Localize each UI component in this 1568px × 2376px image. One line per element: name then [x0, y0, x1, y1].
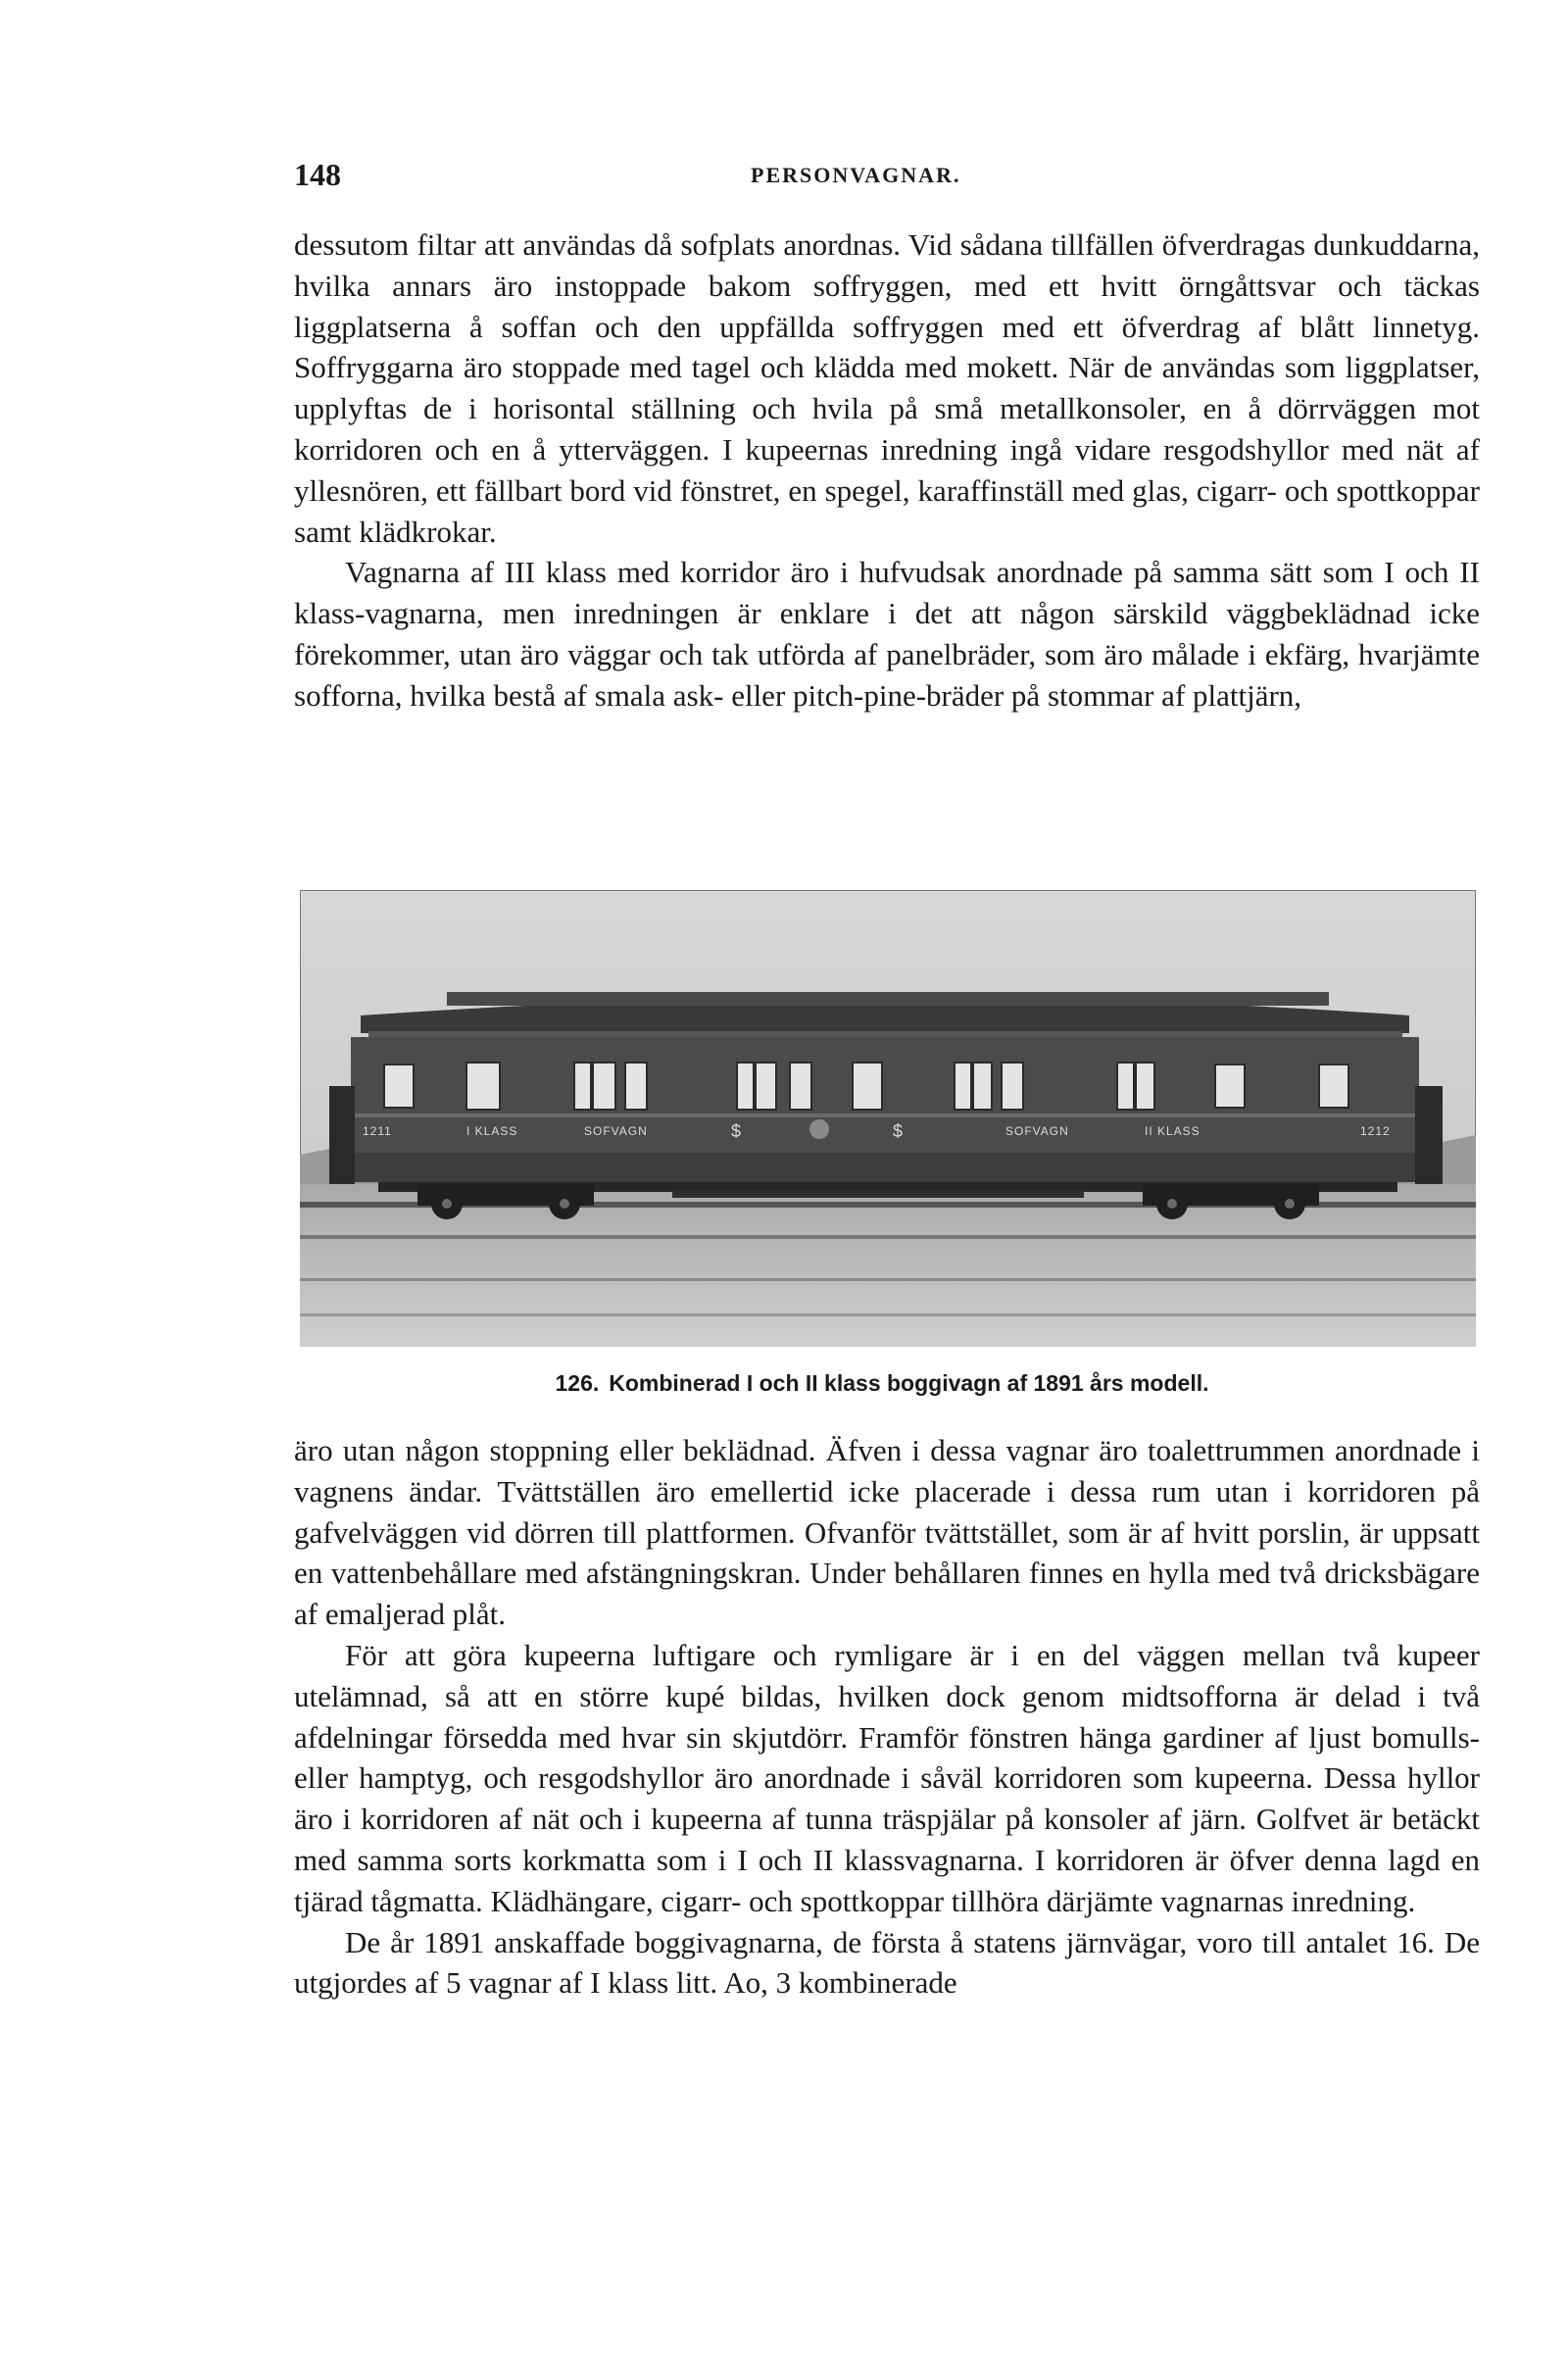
car-lettering: I KLASS — [466, 1124, 518, 1138]
paragraph: Vagnarna af III klass med korridor äro i hufvudsak anordnade på samma sätt som I och II klass-vagnarna, men inredningen är enklare i det att någon särskild väggbeklädnad icke förekommer, utan äro väggar och tak utförda af panelbräder, som äro målade i ekfärg, hvarjämte sofforna, hvilka bestå af smala ask- eller pitch-pine-bräder på stommar af plattjärn, — [294, 555, 1480, 713]
car-lettering: II KLASS — [1145, 1124, 1200, 1138]
body-text-bottom — [294, 1430, 1480, 2004]
running-head: PERSONVAGNAR. — [751, 163, 961, 187]
page-number: 148 — [294, 157, 341, 192]
paragraph: För att göra kupeerna luftigare och rymligare är i en del väggen mellan två kupeer utelämnad, så att en större kupé bildas, hvilken dock genom midtsofforna är delad i två afdelningar försedda med hvar sin skjutdörr. Framför fönstren hänga gardiner af ljust bomulls- eller hamptyg, och resgodshyllor äro anordnade i såväl korridoren som kupeerna. Dessa hyllor äro i korridoren af nät och i kupeerna af tunna träspjälar på konsoler af järn. Golfvet är betäckt med samma sorts korkmatta som i I och II klassvagnarna. I korridoren är öfver denna lagd en tjärad tågmatta. Klädhängare, cigarr- och spottkoppar tillhöra därjämte vagnarnas inredning. — [294, 1637, 1480, 1918]
railway-carriage-photo — [300, 890, 1476, 1347]
figure-photo — [300, 890, 1476, 1347]
paragraph: De år 1891 anskaffade boggivagnarna, de första å statens järnvägar, voro till antalet 16. De utgjordes af 5 vagnar af I klass litt. Ao, 3 kombinerade — [294, 1924, 1480, 2001]
car-lettering: $ — [893, 1121, 905, 1141]
figure-caption-text: Kombinerad I och II klass boggivagn af 1891 års modell. — [609, 1370, 1209, 1396]
crest-icon — [809, 1119, 829, 1139]
car-lettering: SOFVAGN — [1005, 1124, 1069, 1138]
car-lettering: 1211 — [363, 1124, 392, 1138]
page-header — [294, 157, 1480, 196]
car-lettering: SOFVAGN — [584, 1124, 648, 1138]
car-lettering: 1212 — [1360, 1124, 1391, 1138]
body-text-top — [294, 224, 1480, 717]
car-lettering: $ — [731, 1121, 743, 1141]
figure-caption — [294, 1370, 1480, 1397]
figure-number: 126. — [555, 1370, 600, 1396]
paragraph: äro utan någon stoppning eller beklädnad. Äfven i dessa vagnar äro toalettrummen anordnade i vagnens ändar. Tvättställen äro emellertid icke placerade i dessa rum utan i korridoren på gafvelväggen vid dörren till plattformen. Ofvanför tvättstället, som är af hvitt porslin, är uppsatt en vattenbehållare med afstängningskran. Under behållaren finnes en hylla med två dricksbägare af emaljerad plåt. — [294, 1433, 1480, 1632]
paragraph: dessutom filtar att användas då sofplats anordnas. Vid sådana tillfällen öfverdragas dunkuddarna, hvilka annars äro instoppade bakom soffryggen, med ett hvitt örngåttsvar och täckas liggplatserna å soffan och den uppfällda soffryggen med ett öfverdrag af blått linnetyg. Soffryggarna äro stoppade med tagel och klädda med mokett. När de användas som liggplatser, upplyftas de i horisontal ställning och hvila på små metallkonsoler, en å dörrväggen mot korridoren och en å ytterväggen. I kupeernas inredning ingå vidare resgodshyllor med nät af yllesnören, ett fällbart bord vid fönstret, en spegel, karaffinställ med glas, cigarr- och spottkoppar samt klädkrokar. — [294, 227, 1480, 549]
